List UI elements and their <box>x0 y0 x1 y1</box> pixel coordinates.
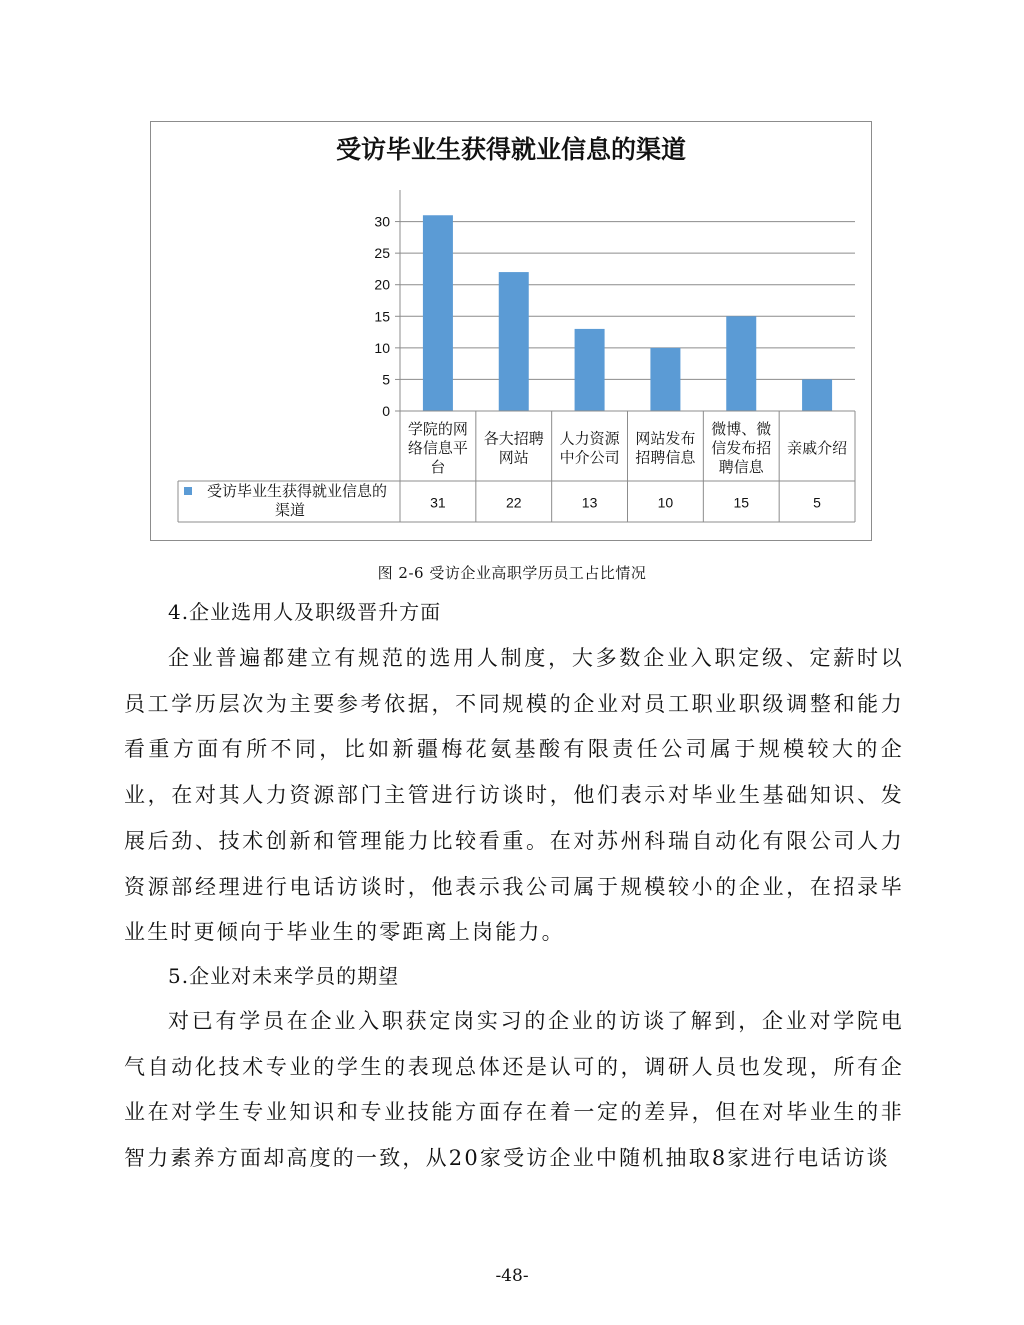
y-tick-label: 0 <box>382 403 390 419</box>
category-label: 学院的网络信息平台 <box>407 420 468 476</box>
section-5-paragraph: 对已有学员在企业入职获定岗实习的企业的访谈了解到，企业对学院电气自动化技术专业的学生的表现总体还是认可的，调研人员也发现，所有企业在对学生专业知识和专业技能方面存在着一定的差异，但在对毕业生的非智力素养方面却高度的一致，从20家受访企业中随机抽取8家进行电话访谈 <box>124 1009 904 1171</box>
category-label: 人力资源中介公司 <box>559 429 620 467</box>
y-tick-label: 15 <box>374 308 390 325</box>
category-label: 亲戚介绍 <box>787 439 848 457</box>
data-label: 5 <box>813 494 821 511</box>
y-tick-label: 20 <box>374 276 390 293</box>
y-tick-label: 25 <box>374 245 390 262</box>
bar-chart <box>0 0 1024 600</box>
section-4-paragraph: 企业普遍都建立有规范的选用人制度，大多数企业入职定级、定薪时以员工学历层次为主要参考依据，不同规模的企业对员工职业职级调整和能力看重方面有所不同，比如新疆梅花氨基酸有限责任公司属于规模较大的企业，在对其人力资源部门主管进行访谈时，他们表示对毕业生基础知识、发展后劲、技术创新和管理能力比较看重。在对苏州科瑞自动化有限公司人力资源部经理进行电话访谈时，他表示我公司属于规模较小的企业，在招录毕业生时更倾向于毕业生的零距离上岗能力。 <box>124 646 904 945</box>
bar <box>575 329 605 411</box>
bar <box>650 348 680 411</box>
bar <box>802 379 832 411</box>
legend-label: 受访毕业生获得就业信息的渠道 <box>206 482 388 519</box>
category-label: 微博、微信发布招聘信息 <box>711 420 772 476</box>
data-label: 15 <box>733 494 750 511</box>
bar <box>726 316 756 411</box>
chart-title: 受访毕业生获得就业信息的渠道 <box>335 136 687 164</box>
section-5-heading: 5.企业对未来学员的期望 <box>168 964 400 988</box>
y-tick-label: 10 <box>374 339 390 356</box>
data-label: 31 <box>430 494 446 511</box>
bar <box>423 215 453 411</box>
figure-caption: 图 2-6 受访企业高职学历员工占比情况 <box>377 564 647 582</box>
bar <box>499 272 529 411</box>
section-4-heading: 4.企业选用人及职级晋升方面 <box>168 600 442 624</box>
page-number: -48- <box>495 1266 529 1286</box>
data-label: 22 <box>505 494 522 511</box>
y-tick-label: 30 <box>374 213 390 230</box>
data-label: 13 <box>581 494 598 511</box>
category-label: 各大招聘网站 <box>483 429 544 467</box>
legend-swatch <box>184 487 192 495</box>
data-label: 10 <box>657 494 674 511</box>
category-label: 网站发布招聘信息 <box>635 429 696 467</box>
y-tick-label: 5 <box>382 371 390 388</box>
